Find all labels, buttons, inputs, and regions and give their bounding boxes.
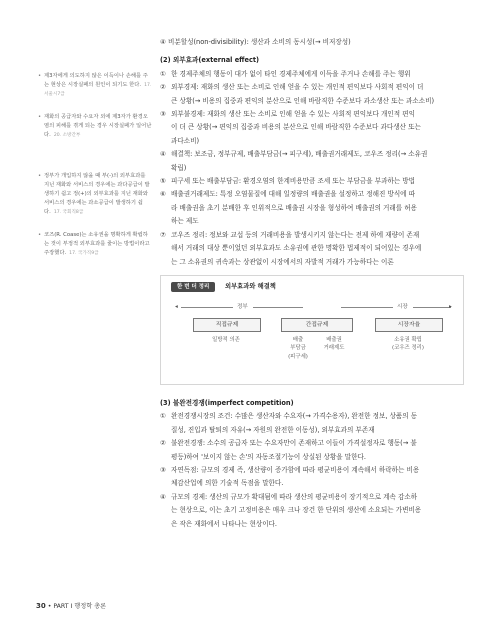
item-line: 큰 상황(→ 비용의 집중과 편익의 분산으로 인해 바람직한 수준보다 과소생산 또는 과소소비) — [171, 96, 435, 105]
list-item — [160, 464, 464, 491]
item-line: 코우즈 정리: 정보와 교섭 등의 거래비용을 발생시키지 않는다는 전제 하에 재량이 존재 — [171, 230, 420, 239]
arrow-right-icon: ▸ — [449, 303, 452, 310]
list-item: ④ 비분할성(non-divisibility): 생산과 소비의 동시성(→ 비저장성) — [160, 38, 351, 46]
section-external-effect — [160, 68, 464, 269]
list-item — [160, 229, 464, 269]
list-item — [160, 81, 464, 108]
sidebar-note: • 재화의 공급자와 수요자 외에 제3자가 환경오염의 피해를 겪게 되는 경우 시장실패가 일어난다. 20. 소방간부 — [38, 113, 152, 140]
item-line: 자연독점: 규모의 경제 즉, 생산량이 증가함에 따라 평균비용이 계속해서 하락하는 비용 — [171, 465, 420, 474]
item-number: ① — [160, 69, 166, 78]
item-line: 외부경제: 재화의 생산 또는 소비로 인해 얻을 수 있는 개인적 편익보다 사회적 편익이 더 — [171, 83, 424, 92]
item-line: 평등)하여 '보이지 않는 손'의 자동조절기능이 상실된 상황을 말한다. — [171, 452, 366, 461]
part-title: PART I 행정학 총론 — [53, 603, 107, 610]
item-number: ⑤ — [160, 177, 166, 186]
market-label: 시장 — [397, 303, 408, 310]
item-number: ④ — [160, 150, 166, 159]
item-number: ③ — [160, 110, 166, 119]
list-item — [160, 175, 464, 188]
item-line: 불완전경쟁: 소수의 공급자 또는 수요자만이 존재하고 이들이 가격설정자로 행동(→ 불 — [171, 439, 417, 448]
list-item — [160, 148, 464, 175]
item-line: 질성, 진입과 탈퇴의 자유(→ 자원의 완전한 이동성), 외부효과의 부존재 — [171, 425, 375, 434]
item-line: 하는 제도 — [171, 217, 199, 226]
list-item — [160, 437, 464, 464]
list-item — [160, 491, 464, 531]
item-number: ⑥ — [160, 190, 166, 199]
item-line: 는 현상으로, 이는 초기 고정비용은 매우 크나 장건 한 단위의 생산에 소요되는 가변비용 — [171, 506, 422, 515]
item-line: 체감산업에 의한 기술적 독점을 말한다. — [171, 479, 284, 488]
item-line: 배출권거래제도: 특정 오염물질에 대해 일정량의 배출권을 설정하고 정해진 방식에 따 — [171, 190, 416, 199]
list-item — [160, 108, 464, 148]
item-line: 라 배출권을 초기 분배한 후 인위적으로 배출권 시장을 형성하여 배출권의 거래를 허용 — [171, 203, 417, 212]
summary-box — [160, 275, 464, 385]
divider — [181, 307, 233, 308]
item-line: 이 더 큰 상황(→ 편익의 집중과 비용의 분산으로 인해 바람직한 수준보다 과다생산 또는 — [171, 123, 421, 132]
item-line: 한 경제주체의 행동이 대가 없이 타인 경제주체에게 이득을 주거나 손해를 주는 행위 — [171, 69, 411, 78]
indirect-sub-a: 배출 부담금 (피구세) — [288, 336, 308, 360]
sidebar-note: • 코즈(R. Coase)는 소유권을 명확하게 확립하는 것이 부정적 외부효과를 줄이는 방법이라고 주장했다. 17. 국가직9급 — [38, 231, 152, 258]
item-number: ⑦ — [160, 230, 166, 239]
divider — [413, 307, 451, 308]
list-item — [160, 188, 464, 228]
main-content — [160, 36, 464, 531]
item-line: 해결책: 보조금, 정부규제, 배출부담금(→ 피구세), 배출권거래제도, 코우즈 정리(→ 소유권 — [171, 150, 428, 159]
indirect-regulation-box: 간접규제 — [281, 318, 353, 332]
sidebar-note: • 정부가 개입하지 않을 때 부(-)의 외부효과를 지닌 재화와 서비스의 경우에는 과다공급이 발생하기 쉽고 정(+)의 외부효과를 지닌 재화와 서비스의 경우에는 과소공급이 발생하기 쉽다. 17. 국회직8급 — [38, 172, 152, 217]
item-number: ③ — [160, 465, 166, 474]
market-sub: 소유권 확립 (코우즈 정리) — [392, 336, 424, 352]
section-heading: (2) 외부효과(external effect) — [160, 56, 260, 65]
divider — [253, 307, 303, 308]
direct-regulation-box: 직접규제 — [193, 318, 261, 332]
arrow-left-icon: ◂ — [175, 303, 178, 310]
market-autonomy-box: 시장자율 — [375, 318, 443, 332]
section-imperfect-competition — [160, 410, 464, 531]
item-line: 은 작은 재화에서 나타나는 현상이다. — [171, 519, 278, 528]
item-line: 해서 거래의 대상 뿐이었던 외부효과도 소유권에 관한 명확한 법제적이 되어있는 경우에 — [171, 244, 422, 253]
indirect-sub-b: 배출권 거래제도 — [323, 336, 345, 352]
item-line: 규모의 경제: 생산의 규모가 확대됨에 따라 생산의 평균비용이 장기적으로 계속 감소하 — [171, 492, 418, 501]
item-number: ④ — [160, 492, 166, 501]
section-heading: (3) 불완전경쟁(imperfect competition) — [160, 398, 294, 407]
summary-title: 외부효과와 해결책 — [225, 282, 276, 290]
item-number: ② — [160, 83, 166, 92]
sidebar-note: • 제3자에게 의도하지 않은 이득이나 손해를 주는 현상은 시장실패의 원인이 되기도 한다. 17. 서울시7급 — [38, 72, 152, 99]
item-line: 외부불경제: 재화의 생산 또는 소비로 인해 얻을 수 있는 사회적 편익보다 개인적 편익 — [171, 110, 415, 119]
item-line: 피구세 또는 배출부담금: 환경오염의 한계비용만큼 조세 또는 부담금을 부과하는 방법 — [171, 177, 416, 186]
list-item — [160, 68, 464, 81]
page-footer: 30 • PART I 행정학 총론 — [36, 602, 107, 610]
government-label: 정부 — [237, 303, 248, 310]
direct-sub: 일방적 의존 — [212, 336, 240, 343]
list-item — [160, 410, 464, 437]
item-line: 는 그 소유권의 귀속과는 상관없이 시장에서의 자발적 거래가 가능하다는 이론 — [171, 257, 394, 266]
item-line: 확립) — [171, 163, 187, 172]
item-number: ② — [160, 439, 166, 448]
page-number: 30 — [36, 602, 46, 610]
item-line: 과다소비) — [171, 136, 200, 145]
sidebar-notes — [38, 72, 152, 272]
summary-tag: 한 번 더 정리 — [171, 282, 215, 292]
item-line: 완전경쟁시장의 조건: 수많은 생산자와 수요자(→ 가격수용자), 완전한 정보, 상품의 동 — [171, 412, 418, 421]
item-number: ① — [160, 412, 166, 421]
divider — [341, 307, 393, 308]
